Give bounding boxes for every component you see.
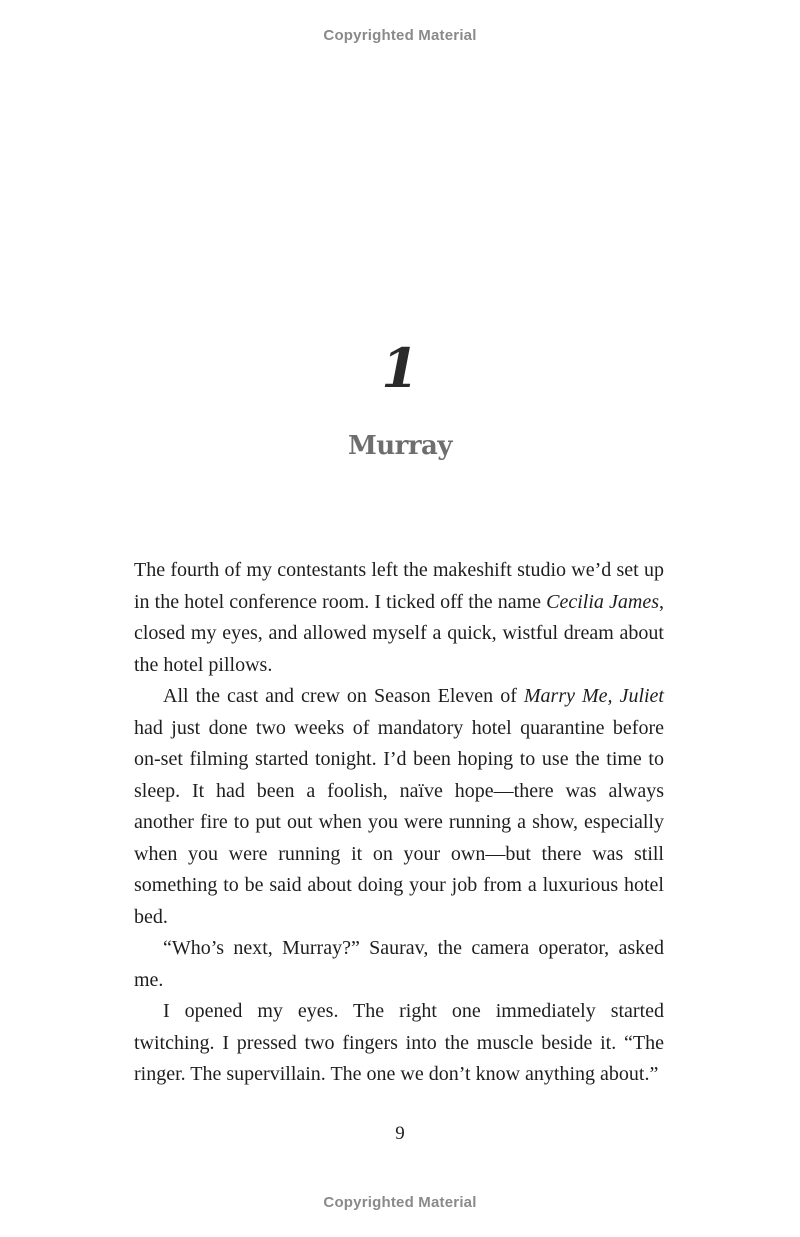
- text-run: All the cast and crew on Season Eleven of: [163, 685, 524, 707]
- page-number: 9: [395, 1123, 405, 1144]
- paragraph: [134, 996, 664, 1091]
- text-run: , closed my eyes, and allowed myself a quick, wistful dream about the hotel pillows.: [134, 590, 665, 676]
- text-run: I opened my eyes. The right one immediately started twitching. I pressed two fingers into the muscle beside it. “The ringer. The supervillain. The one we don’t know anything about.”: [134, 1000, 664, 1085]
- paragraph: [134, 681, 664, 933]
- text-run: The fourth of my contestants left the makeshift studio we’d set up in the hotel conference room. I ticked off the name: [134, 559, 664, 613]
- copyright-watermark-bottom: Copyrighted Material: [323, 1194, 477, 1211]
- chapter-title: Murray: [347, 431, 453, 461]
- italic-show-title: Marry Me, Juliet: [523, 685, 664, 707]
- paragraph: [134, 555, 664, 681]
- italic-name: Cecilia James: [546, 590, 660, 613]
- chapter-body: [134, 555, 664, 1091]
- chapter-number: 1: [381, 336, 419, 400]
- copyright-watermark-top: Copyrighted Material: [323, 27, 477, 44]
- text-run: “Who’s next, Murray?” Saurav, the camera operator, asked me.: [134, 937, 664, 991]
- paragraph: [134, 933, 664, 996]
- text-run: had just done two weeks of mandatory hotel quarantine before on-set filming started tonight. I’d been hoping to use the time to sleep. It had been a foolish, naïve hope—there was always another fire to put out when you were running a show, especially when you were running it on your own—but there was still something to be said about doing your job from a luxurious hotel bed.: [134, 716, 664, 928]
